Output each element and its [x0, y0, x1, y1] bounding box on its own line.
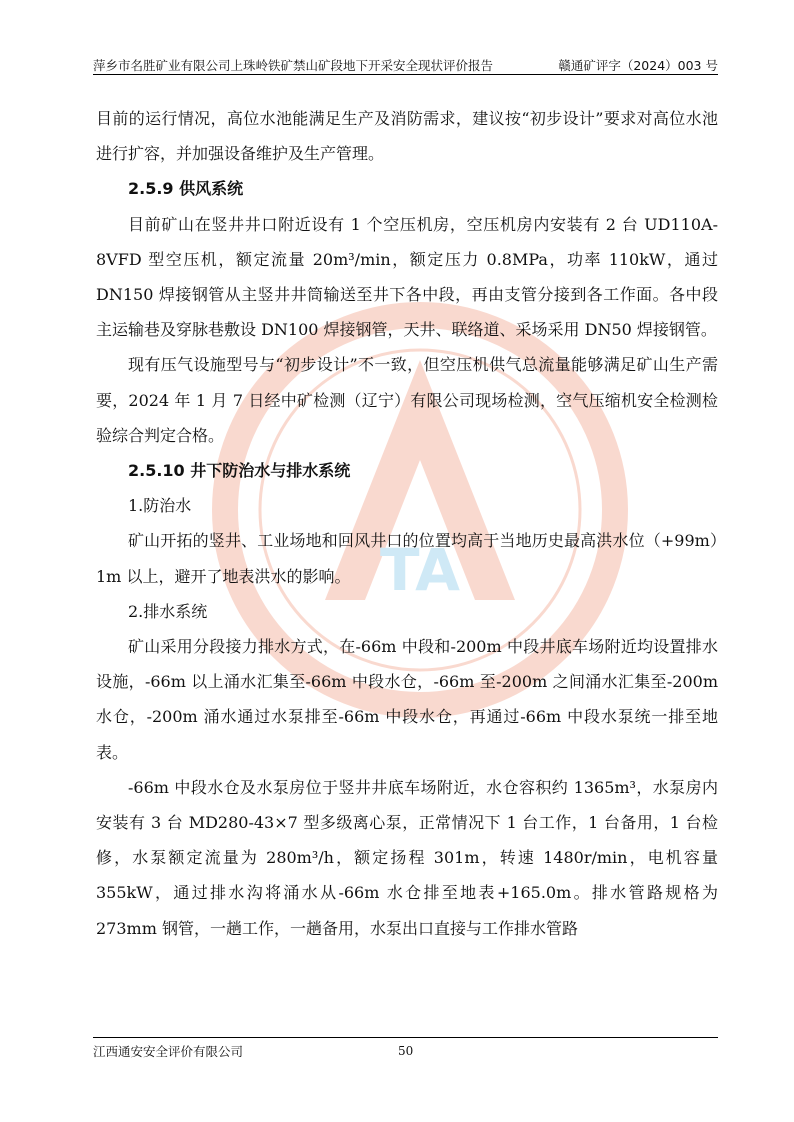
footer-divider — [93, 1037, 718, 1038]
section-heading-drainage: 2.5.10 井下防治水与排水系统 — [128, 461, 351, 481]
document-number: 赣通矿评字（2024）003 号 — [558, 58, 718, 73]
paragraph-relay-drainage: 矿山采用分段接力排水方式，在-66m 中段和-200m 中段井底车场附近均设置排水设施，-66m 以上涌水汇集至-66m 中段水仓，-66m 至-200m 之间涌水汇集至-200m 水仓，-200m 涌水通过水泵排至-66m 中段水仓，再通过-66m 中段水泵统一排至地表。 — [96, 637, 718, 762]
svg-text:TA: TA — [380, 536, 460, 604]
paragraph-flood-level: 矿山开拓的竖井、工业场地和回风井口的位置均高于当地历史最高洪水位（+99m）1m 以上，避开了地表洪水的影响。 — [96, 531, 718, 586]
paragraph-compressor: 目前矿山在竖井井口附近设有 1 个空压机房，空压机房内安装有 2 台 UD110A-8VFD 型空压机，额定流量 20m³/min，额定压力 0.8MPa，功率 110kW，通过 DN150 焊接钢管从主竖井井筒输送至井下各中段，再由支管分接到各工作面。各中段主运输巷及穿脉巷敷设 DN100 焊接钢管，天井、联络道、采场采用 DN50 焊接钢管。 — [96, 214, 718, 340]
report-title: 萍乡市名胜矿业有限公司上珠岭铁矿禁山矿段地下开采安全现状评价报告 — [93, 58, 494, 73]
footer-company: 江西通安安全评价有限公司 — [93, 1044, 244, 1059]
page-number: 50 — [398, 1044, 414, 1058]
subheading-water-prevention: 1.防治水 — [128, 496, 192, 516]
paragraph-water-pool: 目前的运行情况，高位水池能满足生产及消防需求，建议按“初步设计”要求对高位水池进行扩容，并加强设备维护及生产管理。 — [96, 109, 718, 164]
document-body — [96, 101, 718, 946]
page-header — [93, 54, 718, 75]
section-heading-air-supply: 2.5.9 供风系统 — [128, 179, 244, 199]
paragraph-pump-room: -66m 中段水仓及水泵房位于竖井井底车场附近，水仓容积约 1365m³，水泵房内安装有 3 台 MD280-43×7 型多级离心泵，正常情况下 1 台工作，1 台备用，1 台检修，水泵额定流量为 280m³/h，额定扬程 301m，转速 1480r/min，电机容量 355kW，通过排水沟将涌水从-66m 水仓排至地表+165.0m。排水管路规格为 273mm 钢管，一趟工作，一趟备用，水泵出口直接与工作排水管路 — [96, 777, 718, 938]
paragraph-compressor-inspection: 现有压气设施型号与“初步设计”不一致，但空压机供气总流量能够满足矿山生产需要，2024 年 1 月 7 日经中矿检测（辽宁）有限公司现场检测，空气压缩机安全检测检验综合判定合格。 — [96, 355, 718, 445]
subheading-drainage-system: 2.排水系统 — [128, 601, 208, 621]
